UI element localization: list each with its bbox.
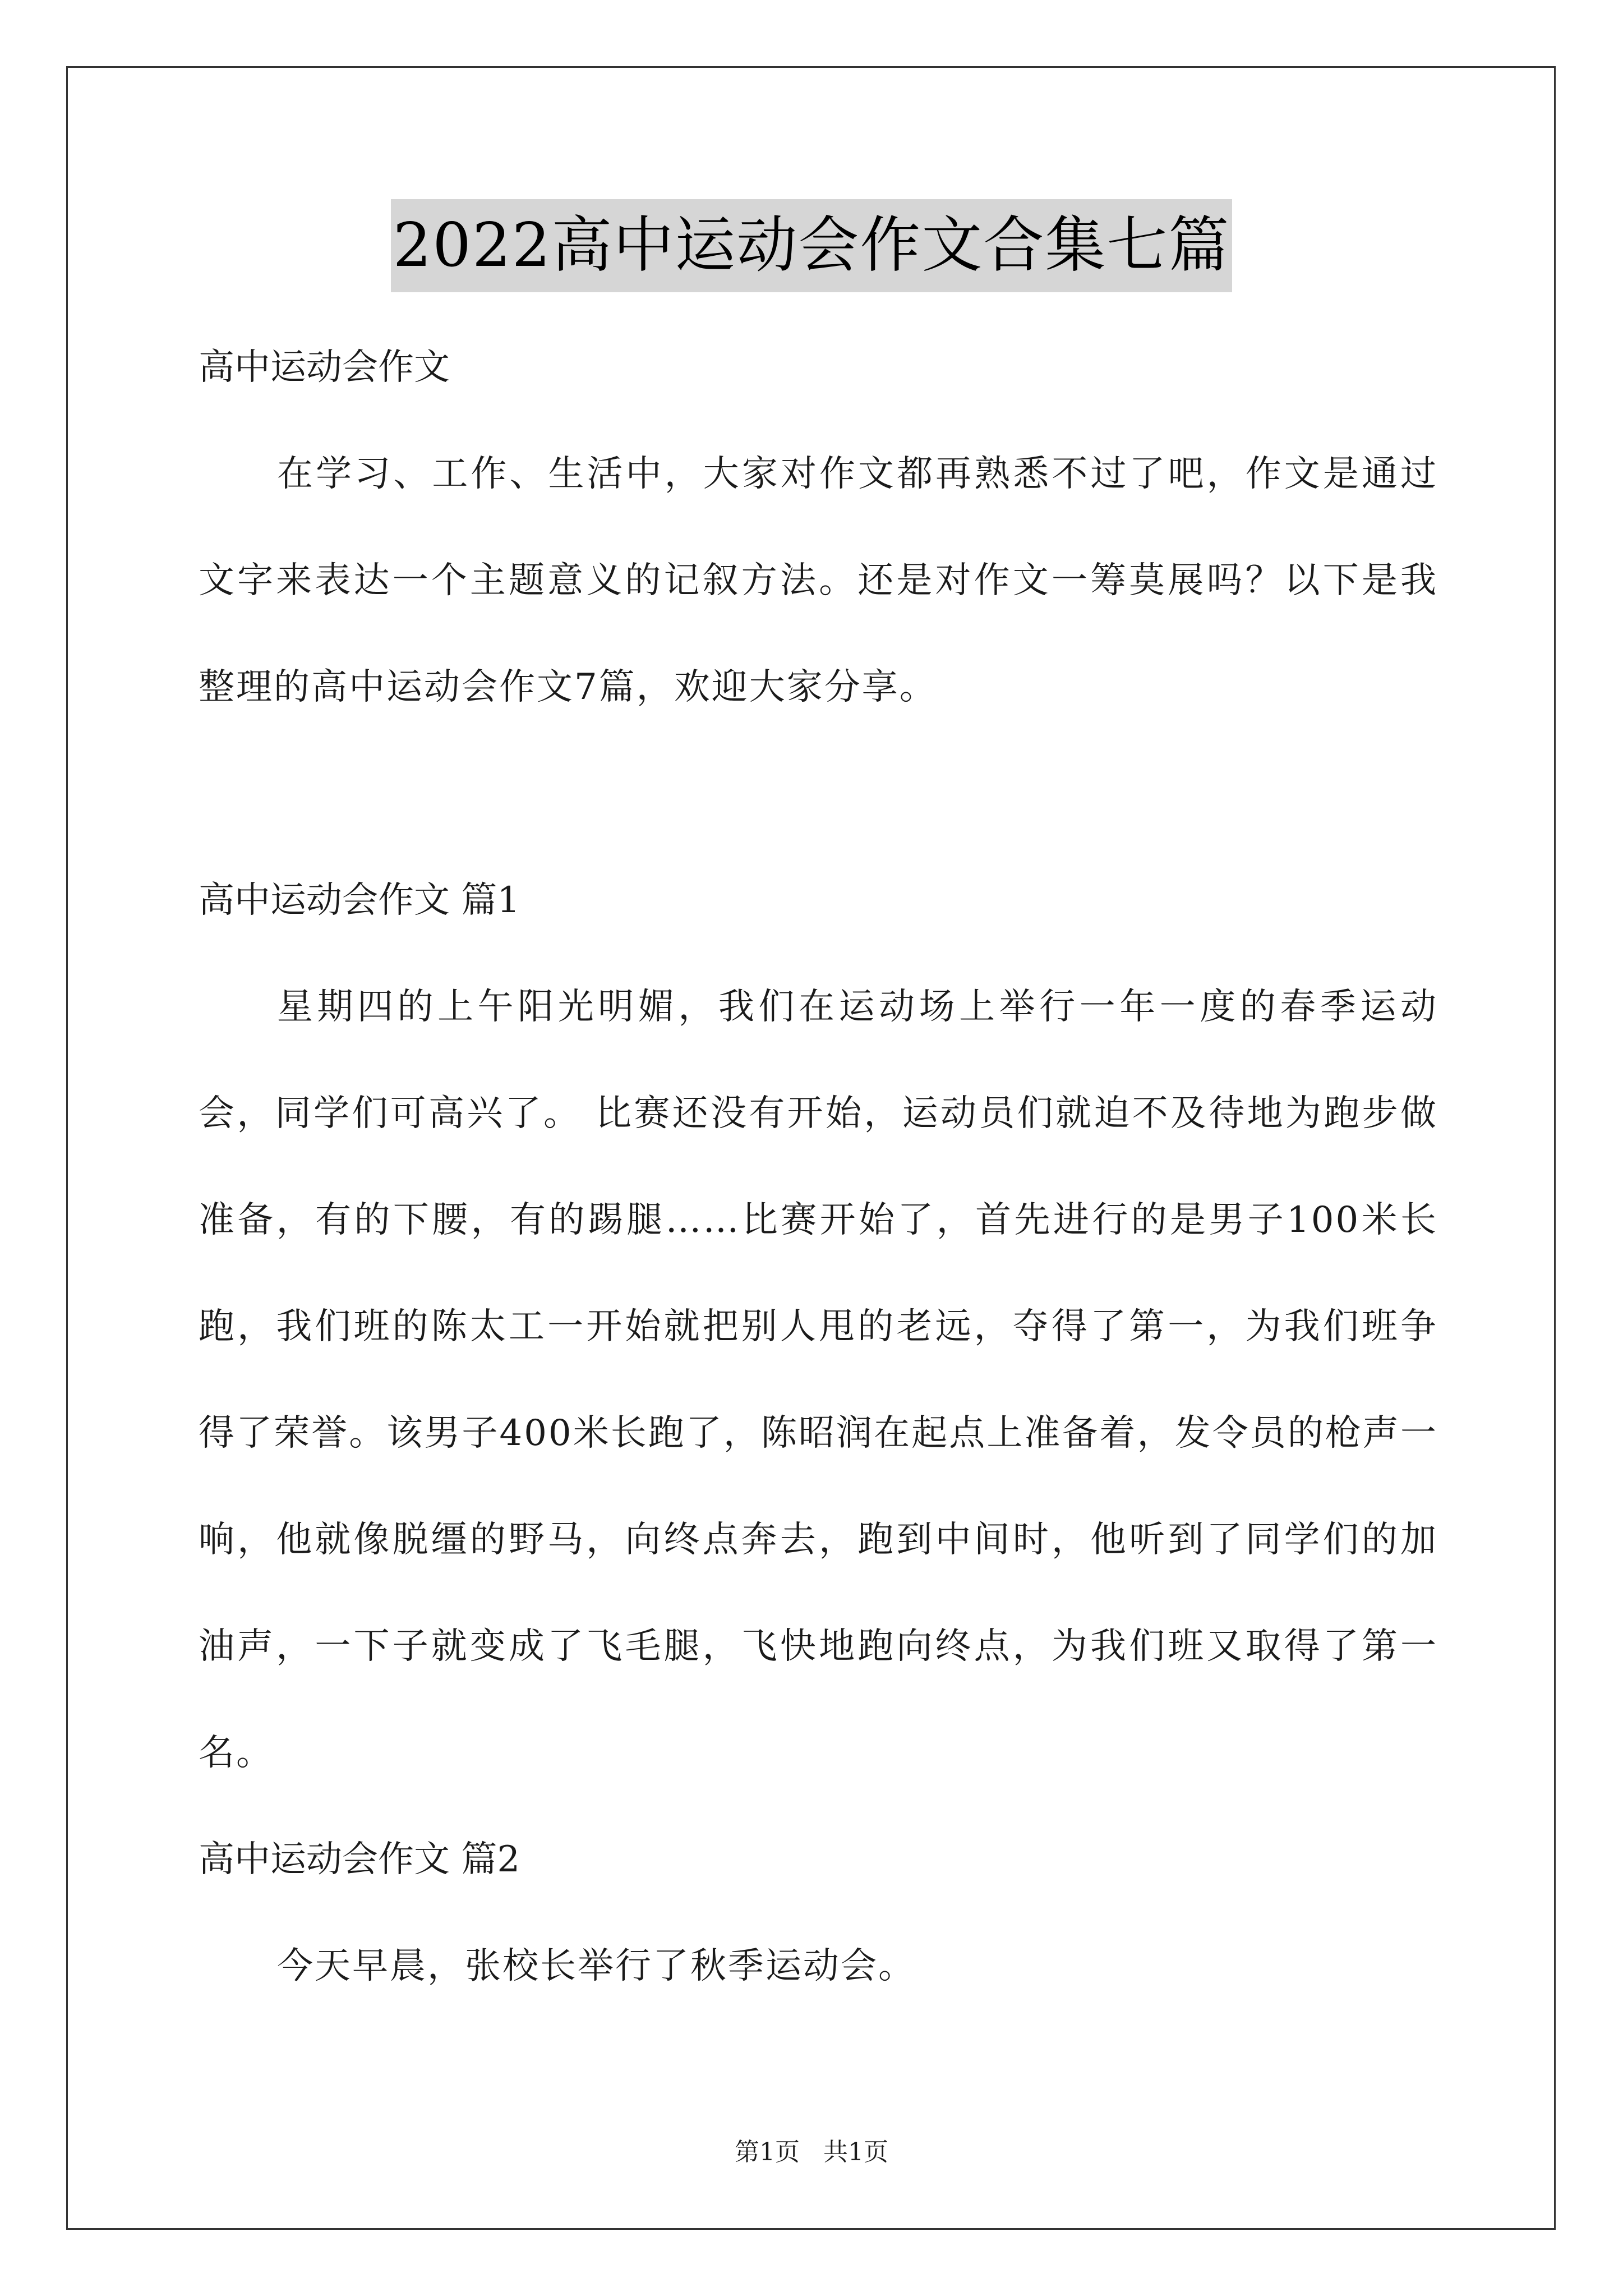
section-heading-2: 高中运动会作文 篇2 [199,1839,520,1880]
page-footer [0,2132,1623,2168]
document-body [199,314,1438,2019]
page-total: 共1页 [823,2138,888,2166]
section-paragraph-1: 星期四的上午阳光明媚，我们在运动场上举行一年一度的春季运动会，同学们可高兴了。 比赛还没有开始，运动员们就迫不及待地为跑步做准备，有的下腰，有的踢腿……比赛开始了，首先进行的是男子100米长跑，我们班的陈太工一开始就把别人甩的老远，夺得了第一，为我们班争得了荣誉。该男子400米长跑了，陈昭润在起点上准备着，发令员的枪声一响，他就像脱缰的野马，向终点奔去，跑到中间时，他听到了同学们的加油声，一下子就变成了飞毛腿，飞快地跑向终点，为我们班又取得了第一名。 [199,986,1438,1774]
section-paragraph-2: 今天早晨，张校长举行了秋季运动会。 [277,1945,916,1987]
title-container [0,199,1623,292]
section-heading-1: 高中运动会作文 篇1 [199,880,520,921]
section-spacer [199,740,1438,847]
page-number: 第1页 [735,2138,800,2166]
document-title: 2022高中运动会作文合集七篇 [391,199,1233,292]
intro-heading: 高中运动会作文 [199,347,450,388]
intro-paragraph: 在学习、工作、生活中，大家对作文都再熟悉不过了吧，作文是通过文字来表达一个主题意义的记叙方法。还是对作文一筹莫展吗？以下是我整理的高中运动会作文7篇，欢迎大家分享。 [199,453,1438,708]
